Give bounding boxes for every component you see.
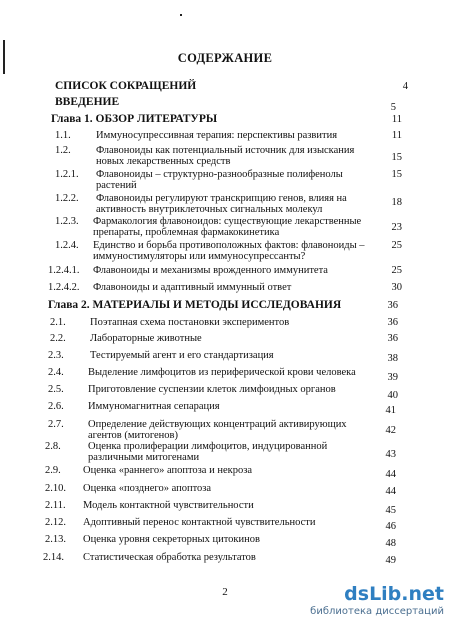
toc-entry-page: 11 — [391, 130, 402, 141]
toc-entry-text: Глава 2. МАТЕРИАЛЫ И МЕТОДЫ ИССЛЕДОВАНИЯ — [48, 299, 342, 311]
toc-title: СОДЕРЖАНИЕ — [177, 51, 273, 65]
toc-entry-number: 1.1. — [55, 130, 71, 141]
toc-entry-number: 2.14. — [43, 552, 64, 563]
toc-entry-text: Флавоноиды и адаптивный иммунный ответ — [93, 282, 292, 293]
toc-entry-number: 2.2. — [50, 333, 66, 344]
toc-entry-number: 2.6. — [48, 401, 64, 412]
toc-entry-number: 2.3. — [48, 350, 64, 361]
toc-entry-text: Адоптивный перенос контактной чувствительности — [83, 517, 316, 528]
toc-entry-text: Тестируемый агент и его стандартизация — [90, 350, 274, 361]
toc-entry-text: Приготовление суспензии клеток лимфоидных органов — [88, 384, 336, 395]
toc-entry-page: 43 — [385, 449, 396, 460]
dslib-watermark — [310, 583, 446, 619]
toc-entry-number: 1.2. — [55, 145, 71, 156]
toc-entry-page: 40 — [387, 390, 398, 401]
toc-entry-text: Выделение лимфоцитов из периферической крови человека — [88, 367, 356, 378]
toc-entry-text: ВВЕДЕНИЕ — [55, 96, 120, 108]
toc-entry-page: 36 — [387, 317, 398, 328]
toc-entry-page: 39 — [387, 372, 398, 383]
toc-entry-text: Определение действующих концентраций активирующих агентов (митогенов) — [88, 419, 347, 441]
toc-entry-text: Глава 1. ОБЗОР ЛИТЕРАТУРЫ — [51, 113, 218, 125]
toc-entry-page: 42 — [385, 425, 396, 436]
toc-entry-text: Иммуномагнитная сепарация — [88, 401, 220, 412]
toc-entry-page: 49 — [385, 555, 396, 566]
toc-entry-text: Лабораторные животные — [90, 333, 202, 344]
toc-entry-number: 2.4. — [48, 367, 64, 378]
toc-entry-page: 44 — [385, 486, 396, 497]
toc-entry-text: Флавоноиды и механизмы врожденного иммунитета — [93, 265, 328, 276]
toc-entry-page: 45 — [385, 505, 396, 516]
toc-entry-number: 1.2.4.1. — [48, 265, 80, 276]
toc-entry-text: Оценка пролиферации лимфоцитов, индуцированной различными митогенами — [88, 441, 328, 463]
toc-entry-page: 38 — [387, 353, 398, 364]
toc-entry-page: 30 — [391, 282, 402, 293]
toc-entry-text: Оценка уровня секреторных цитокинов — [83, 534, 260, 545]
toc-entry-page: 44 — [385, 469, 396, 480]
toc-entry-text: Единство и борьба противоположных фактов: флавоноиды – иммуностимуляторы или иммуносупрессанты? — [93, 240, 365, 262]
toc-entry-number: 1.2.3. — [55, 216, 79, 227]
toc-entry-number: 2.9. — [45, 465, 61, 476]
toc-entry-number: 1.2.4. — [55, 240, 79, 251]
toc-entry-number: 1.2.1. — [55, 169, 79, 180]
toc-entry-text: Иммуносупрессивная терапия: перспективы развития — [96, 130, 338, 141]
toc-entry-page: 46 — [385, 521, 396, 532]
toc-entry-text: Флавоноиды – структурно-разнообразные полифенолы растений — [96, 169, 343, 191]
toc-entry-page: 11 — [391, 114, 402, 125]
watermark-tagline: библиотека диссертаций — [310, 606, 444, 617]
toc-entry-page: 15 — [391, 152, 402, 163]
toc-entry-text: Оценка «раннего» апоптоза и некроза — [83, 465, 253, 476]
toc-entry-page: 25 — [391, 265, 402, 276]
toc-entry-text: Флавоноиды регулируют транскрипцию генов, влияя на активность внутриклеточных сигнальных молекул — [96, 193, 347, 215]
toc-entry-number: 1.2.4.2. — [48, 282, 80, 293]
toc-entry-number: 1.2.2. — [55, 193, 79, 204]
toc-entry-page: 36 — [387, 333, 398, 344]
toc-entry-page: 25 — [391, 240, 402, 251]
toc-entry-page: 23 — [391, 222, 402, 233]
toc-entry-text: Оценка «позднего» апоптоза — [83, 483, 212, 494]
watermark-brand: dsLib.net — [344, 583, 444, 605]
scan-speck — [180, 14, 182, 16]
toc-entry-number: 2.7. — [48, 419, 64, 430]
toc-entry-text: Фармакология флавоноидов: существующие лекарственные препараты, проблемная фармакокинетика — [93, 216, 362, 238]
toc-entry-number: 2.11. — [45, 500, 66, 511]
toc-entry-page: 41 — [385, 405, 396, 416]
toc-entry-number: 2.10. — [45, 483, 66, 494]
toc-entry-page: 15 — [391, 169, 402, 180]
toc-entry-text: Флавоноиды как потенциальный источник для изыскания новых лекарственных средств — [96, 145, 355, 167]
toc-entry-page: 48 — [385, 538, 396, 549]
toc-entry-number: 2.1. — [50, 317, 66, 328]
toc-entry-number: 2.5. — [48, 384, 64, 395]
page-number: 2 — [222, 586, 228, 598]
toc-entry-text: Статистическая обработка результатов — [83, 552, 256, 563]
toc-entry-page: 18 — [391, 197, 402, 208]
toc-entry-text: Поэтапная схема постановки экспериментов — [90, 317, 290, 328]
toc-entry-text: СПИСОК СОКРАЩЕНИЙ — [55, 80, 197, 92]
toc-entry-page: 36 — [387, 300, 398, 311]
toc-entry-text: Модель контактной чувствительности — [83, 500, 254, 511]
toc-entry-number: 2.8. — [45, 441, 61, 452]
toc-entry-page: 4 — [402, 81, 408, 92]
toc-entry-page: 5 — [390, 102, 396, 113]
toc-entry-number: 2.12. — [45, 517, 66, 528]
toc-entry-number: 2.13. — [45, 534, 66, 545]
